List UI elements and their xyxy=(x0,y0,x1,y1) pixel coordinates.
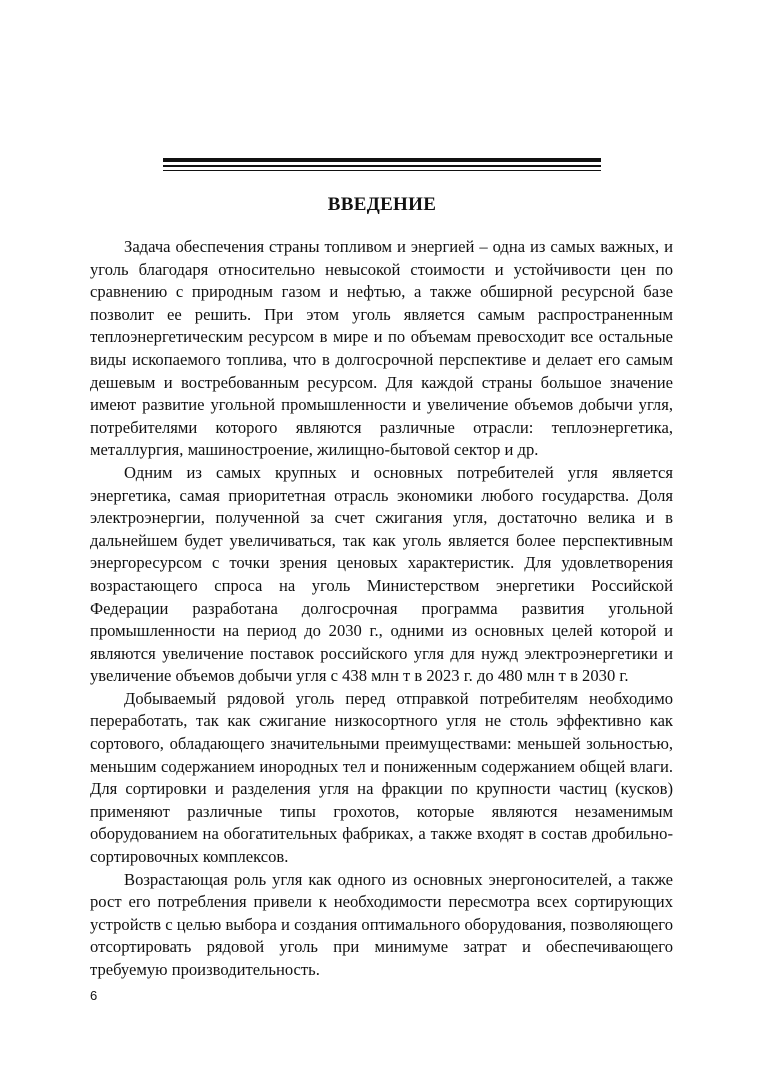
section-title: ВВЕДЕНИЕ xyxy=(327,194,437,215)
body-text xyxy=(90,236,673,982)
header-rule-middle xyxy=(163,165,601,167)
header-rule-thick xyxy=(163,158,601,162)
paragraph-1: Задача обеспечения страны топливом и энергией – одна из самых важных, и уголь благодаря относительно невысокой стоимости и устойчивости цен по сравнению с природным газом и нефтью, а также обширной ресурсной базе позволит ее решить. При этом уголь является самым распространенным теплоэнергетическим ресурсом в мире и по объемам превосходит все остальные виды ископаемого топлива, что в долгосрочной перспективе и делает его самым дешевым и востребованным ресурсом. Для каждой страны большое значение имеют развитие угольной промышленности и увеличение объемов добычи угля, потребителями которого являются различные отрасли: теплоэнергетика, металлургия, машиностроение, жилищно-бытовой сектор и др. xyxy=(90,237,673,460)
decorative-header-rule xyxy=(163,158,601,171)
paragraph-4: Возрастающая роль угля как одного из основных энергоносителей, а также рост его потребления привели к необходимости пересмотра всех сортирующих устройств с целью выбора и создания оптимального оборудования, позволяющего отсортировать рядовой уголь при минимуме затрат и обеспечивающего требуемую производительность. xyxy=(90,869,673,979)
paragraph-3: Добываемый рядовой уголь перед отправкой потребителям необходимо переработать, так как сжигание низкосортного угля не столь эффективно как сортового, обладающего значительными преимуществами: меньшей зольностью, меньшим содержанием инородных тел и пониженным содержанием общей влаги. Для сортировки и разделения угля на фракции по крупности частиц (кусков) применяют различные типы грохотов, которые являются незаменимым оборудованием на обогатительных фабриках, а также входят в состав дробильно-сортировочных комплексов. xyxy=(90,688,673,867)
header-rule-thin xyxy=(163,170,601,171)
paragraph-2: Одним из самых крупных и основных потребителей угля является энергетика, самая приоритетная отрасль экономики любого государства. Доля электроэнергии, полученной за счет сжигания угля, достаточно велика и в дальнейшем будет увеличиваться, так как уголь является более перспективным энергоресурсом с точки зрения ценовых характеристик. Для удовлетворения возрастающего спроса на уголь Министерством энергетики Российской Федерации разработана долгосрочная программа развития угольной промышленности на период до 2030 г., одними из основных целей которой и являются увеличение поставок российского угля для нужд электроэнергетики и увеличение объемов добычи угля с 438 млн т в 2023 г. до 480 млн т в 2030 г. xyxy=(90,462,673,686)
page-number: 6 xyxy=(90,988,98,1003)
